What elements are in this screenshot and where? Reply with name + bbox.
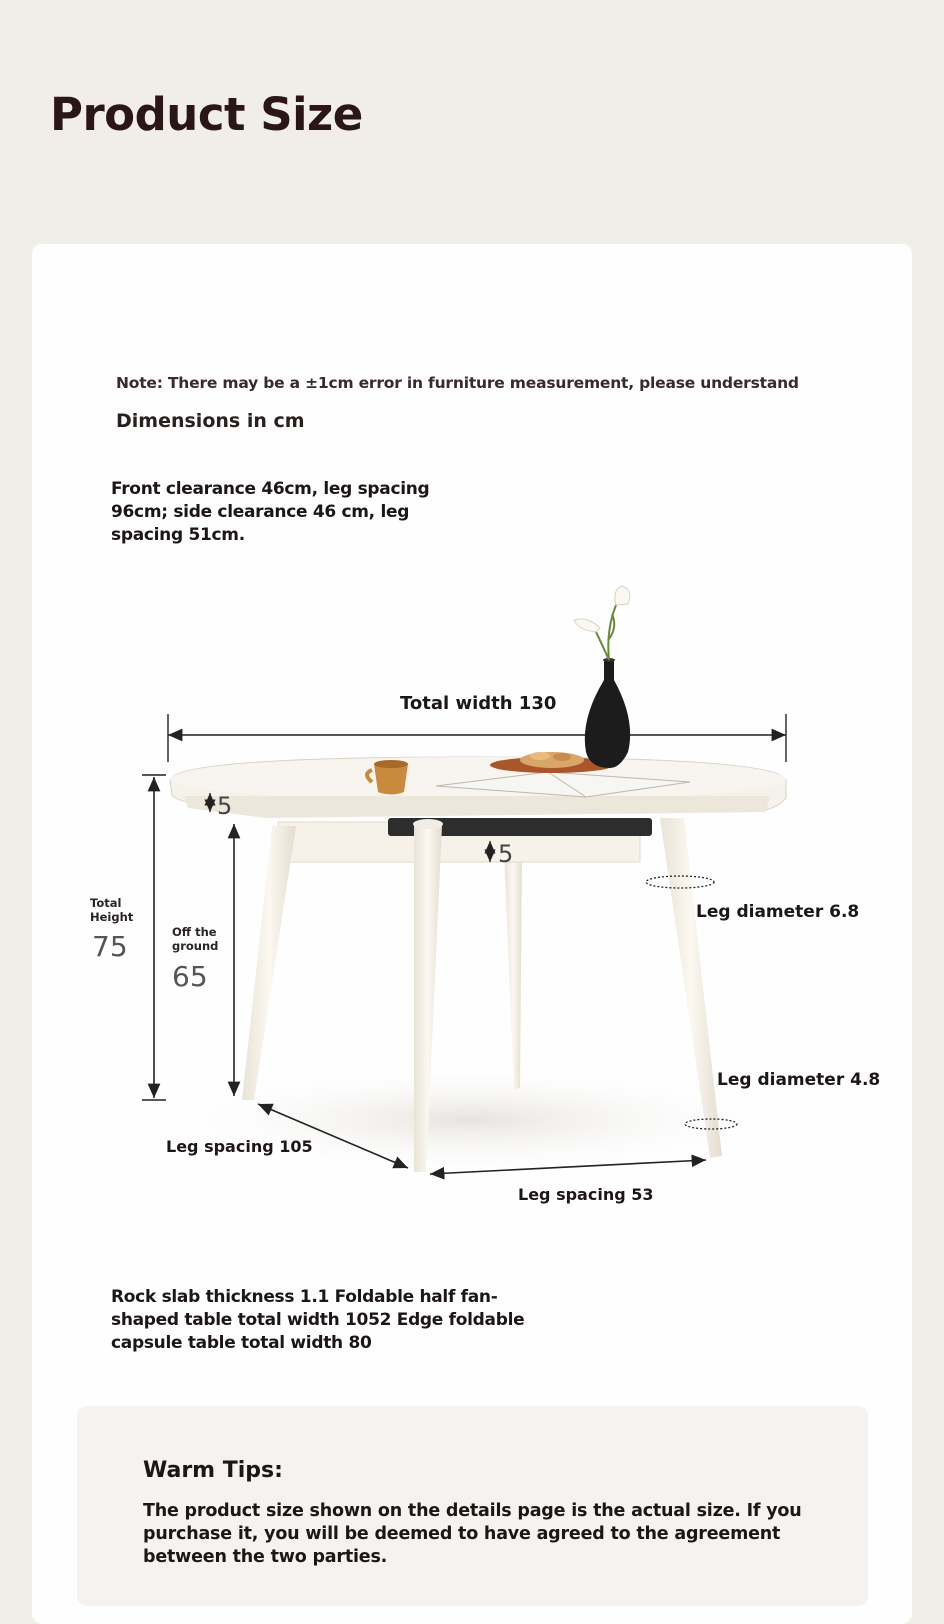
warm-tips-body: The product size shown on the details page is the actual size. If you purchase it, you will be deemed to have agreed to the agreement between the two parties. <box>143 1501 802 1567</box>
table-leg-left <box>242 826 296 1100</box>
leg-spacing-long-label: Leg spacing 105 <box>166 1137 313 1156</box>
ground-height-value: 65 <box>172 960 208 993</box>
leg-diameter-top-label: Leg diameter 6.8 <box>696 902 860 922</box>
measurement-note: Note: There may be a ±1cm error in furniture measurement, please understand <box>116 374 799 392</box>
warm-tips-title: Warm Tips: <box>143 1458 283 1483</box>
vase <box>585 660 630 768</box>
cup <box>374 764 408 795</box>
total-height-value: 75 <box>92 930 128 963</box>
clearance-text: Front clearance 46cm, leg spacing 96cm; side clearance 46 cm, leg spacing 51cm. <box>111 479 430 545</box>
dimensions-label: Dimensions in cm <box>116 410 305 432</box>
flower <box>615 586 630 605</box>
leg-spacing-short-label: Leg spacing 53 <box>518 1185 654 1204</box>
page-title: Product Size <box>50 88 363 141</box>
top-thickness-value: 5 <box>217 792 233 820</box>
ground-height-label: Off the ground <box>172 925 219 953</box>
leg-diameter-bottom-label: Leg diameter 4.8 <box>717 1070 881 1090</box>
total-height-label: Total Height <box>90 896 134 924</box>
frame-thickness-value: 5 <box>498 840 514 868</box>
rock-slab-text: Rock slab thickness 1.1 Foldable half fan-shaped table total width 1052 Edge foldable capsule table total width 80 <box>111 1287 525 1353</box>
table-leg-back <box>504 850 522 1090</box>
total-width-label: Total width 130 <box>400 693 557 714</box>
